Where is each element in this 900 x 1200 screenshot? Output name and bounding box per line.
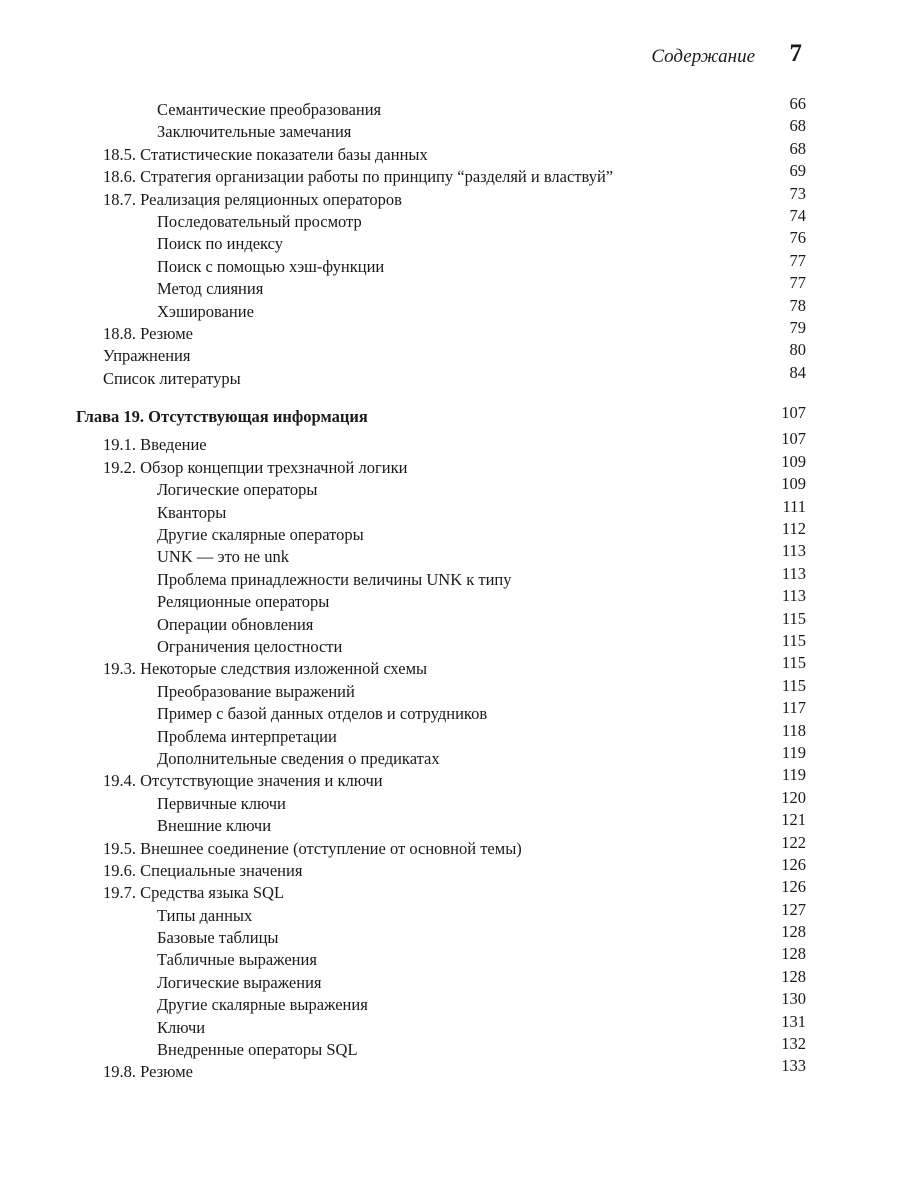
toc-entry-page: 68 xyxy=(789,116,806,136)
toc-entry-page: 113 xyxy=(781,563,806,583)
toc-entry-label: 18.5. Статистические показатели базы данных xyxy=(103,144,428,164)
toc-entry-page: 78 xyxy=(789,295,806,315)
toc-entry-page: 69 xyxy=(789,161,806,181)
toc-entry-label: Семантические преобразования xyxy=(157,100,382,119)
toc-entry-label: Базовые таблицы xyxy=(157,928,279,948)
toc-subsection-entry xyxy=(0,94,900,121)
toc-entry-page: 107 xyxy=(781,403,806,423)
toc-entry-page: 121 xyxy=(781,810,806,830)
toc-entry-label: Преобразование выражений xyxy=(157,681,355,701)
toc-entry-label: Внешние ключи xyxy=(157,816,272,836)
toc-section-entry xyxy=(0,854,900,882)
toc-subsection-entry xyxy=(0,563,900,591)
toc-entry-page: 109 xyxy=(781,474,806,494)
toc-entry-label: Список литературы xyxy=(103,368,241,388)
toc-subsection-entry xyxy=(0,586,900,613)
toc-entry-page: 128 xyxy=(781,944,806,964)
toc-entry-label: 19.7. Средства языка SQL xyxy=(103,883,285,903)
toc-subsection-entry xyxy=(0,608,900,636)
running-header-title: Содержание xyxy=(651,46,755,67)
toc-entry-label: Логические операторы xyxy=(157,480,318,500)
toc-entry-page: 111 xyxy=(782,496,806,516)
toc-subsection-entry xyxy=(0,966,900,994)
toc-entry-label: Внедренные операторы SQL xyxy=(157,1040,358,1060)
toc-entry-label: Глава 19. Отсутствующая информация xyxy=(76,407,368,427)
toc-section-entry xyxy=(0,138,900,166)
toc-entry-label: Дополнительные сведения о предикатах xyxy=(157,748,440,768)
toc-subsection-entry xyxy=(0,899,900,927)
toc-entry-label: Операции обновления xyxy=(157,614,314,634)
toc-subsection-entry xyxy=(0,474,900,501)
toc-entry-page: 74 xyxy=(789,205,806,225)
toc-entry-label: 19.4. Отсутствующие значения и ключи xyxy=(103,771,383,791)
toc-entry-page: 132 xyxy=(781,1034,806,1054)
toc-subsection-entry xyxy=(0,810,900,837)
toc-entry-label: Хэширование xyxy=(157,301,254,321)
toc-entry-page: 66 xyxy=(789,94,806,113)
toc-entry-page: 77 xyxy=(789,250,806,270)
toc-entry-label: 19.3. Некоторые следствия изложенной схемы xyxy=(103,659,428,679)
toc-entry-label: Типы данных xyxy=(157,905,253,925)
toc-entry-page: 109 xyxy=(781,451,806,471)
toc-entry-label: 18.8. Резюме xyxy=(103,323,194,343)
toc-entry-label: Другие скалярные операторы xyxy=(157,525,364,545)
toc-subsection-entry xyxy=(0,541,900,568)
toc-entry-label: Упражнения xyxy=(103,346,191,366)
toc-entry-page: 118 xyxy=(781,720,806,740)
toc-entry-page: 76 xyxy=(789,228,806,248)
toc-entry-label: Первичные ключи xyxy=(157,793,286,813)
toc-section-entry xyxy=(0,317,900,345)
toc-entry-page: 126 xyxy=(781,877,806,897)
page-header xyxy=(0,40,900,70)
toc-subsection-entry xyxy=(0,922,900,949)
toc-subsection-entry xyxy=(0,273,900,300)
toc-section-entry xyxy=(0,451,900,479)
toc-entry-label: Проблема интерпретации xyxy=(157,726,337,746)
toc-subsection-entry xyxy=(0,698,900,725)
toc-entry-label: Заключительные замечания xyxy=(157,122,352,142)
toc-entry-page: 113 xyxy=(781,586,806,606)
toc-subsection-entry xyxy=(0,205,900,233)
toc-section-entry xyxy=(0,765,900,792)
toc-subsection-entry xyxy=(0,1011,900,1039)
toc-entry-label: Логические выражения xyxy=(157,972,322,992)
toc-entry-label: 18.6. Стратегия организации работы по принципу “разделяй и властвуй” xyxy=(103,167,614,187)
toc-subsection-entry xyxy=(0,295,900,323)
toc-entry-page: 122 xyxy=(781,832,806,852)
toc-entry-label: 19.1. Введение xyxy=(103,435,207,455)
toc-section-entry xyxy=(0,429,900,456)
toc-entry-page: 128 xyxy=(781,966,806,986)
toc-entry-page: 115 xyxy=(781,675,806,695)
toc-entry-page: 112 xyxy=(781,519,806,539)
toc-entry-label: Пример с базой данных отделов и сотрудников xyxy=(157,704,488,724)
toc-entry-page: 115 xyxy=(781,653,806,673)
toc-subsection-entry xyxy=(0,787,900,815)
toc-entry-page: 117 xyxy=(781,698,806,718)
toc-entry-label: Ограничения целостности xyxy=(157,636,343,656)
toc-section-entry xyxy=(0,877,900,904)
toc-entry-page: 80 xyxy=(789,340,806,360)
toc-subsection-entry xyxy=(0,250,900,278)
toc-section-entry xyxy=(0,832,900,860)
toc-entry-page: 68 xyxy=(789,138,806,158)
toc-entry-label: Кванторы xyxy=(157,502,227,522)
toc-entry-label: 19.2. Обзор концепции трехзначной логики xyxy=(103,457,408,477)
toc-entry-label: Последовательный просмотр xyxy=(157,211,362,231)
toc-subsection-entry xyxy=(0,228,900,255)
toc-entry-label: UNK — это не unk xyxy=(157,547,289,567)
toc-subsection-entry xyxy=(0,989,900,1016)
toc-entry-page: 115 xyxy=(781,630,806,650)
toc-entry-label: Реляционные операторы xyxy=(157,592,330,612)
toc-entry-page: 77 xyxy=(789,273,806,293)
toc-entry-label: Поиск с помощью хэш-функции xyxy=(157,256,385,276)
toc-section-entry xyxy=(0,340,900,367)
table-of-contents xyxy=(0,94,900,1084)
toc-entry-page: 113 xyxy=(781,541,806,561)
toc-entry-page: 119 xyxy=(781,765,806,785)
toc-chapter-entry xyxy=(0,403,900,428)
toc-entry-page: 126 xyxy=(781,854,806,874)
toc-subsection-entry xyxy=(0,944,900,971)
toc-entry-page: 79 xyxy=(789,317,806,337)
toc-section-entry xyxy=(0,183,900,211)
toc-entry-page: 133 xyxy=(781,1056,806,1076)
toc-entry-page: 120 xyxy=(781,787,806,807)
toc-subsection-entry xyxy=(0,519,900,546)
toc-section-entry xyxy=(0,362,900,390)
page-number: 7 xyxy=(789,40,802,67)
toc-entry-page: 84 xyxy=(789,362,806,382)
toc-entry-label: 18.7. Реализация реляционных операторов xyxy=(103,189,402,209)
toc-entry-page: 131 xyxy=(781,1011,806,1031)
toc-entry-label: Другие скалярные выражения xyxy=(157,995,368,1015)
toc-entry-page: 128 xyxy=(781,922,806,942)
toc-entry-label: 19.8. Резюме xyxy=(103,1062,194,1082)
toc-entry-page: 73 xyxy=(789,183,806,203)
toc-entry-label: 19.5. Внешнее соединение (отступление от основной темы) xyxy=(103,838,522,858)
toc-entry-label: 19.6. Специальные значения xyxy=(103,860,303,880)
toc-entry-label: Ключи xyxy=(157,1017,206,1037)
toc-subsection-entry xyxy=(0,1034,900,1061)
toc-entry-page: 130 xyxy=(781,989,806,1009)
toc-subsection-entry xyxy=(0,116,900,143)
toc-subsection-entry xyxy=(0,630,900,658)
toc-subsection-entry xyxy=(0,675,900,703)
toc-subsection-entry xyxy=(0,496,900,524)
toc-entry-page: 127 xyxy=(781,899,806,919)
toc-entry-label: Поиск по индексу xyxy=(157,234,284,254)
toc-entry-label: Метод слияния xyxy=(157,279,264,299)
toc-section-entry xyxy=(0,653,900,680)
toc-entry-label: Проблема принадлежности величины UNK к типу xyxy=(157,569,512,589)
toc-entry-page: 115 xyxy=(781,608,806,628)
toc-subsection-entry xyxy=(0,742,900,770)
toc-subsection-entry xyxy=(0,720,900,748)
toc-section-entry xyxy=(0,1056,900,1083)
toc-section-entry xyxy=(0,161,900,188)
toc-entry-label: Табличные выражения xyxy=(157,950,317,970)
toc-entry-page: 107 xyxy=(781,429,806,449)
toc-entry-page: 119 xyxy=(781,742,806,762)
